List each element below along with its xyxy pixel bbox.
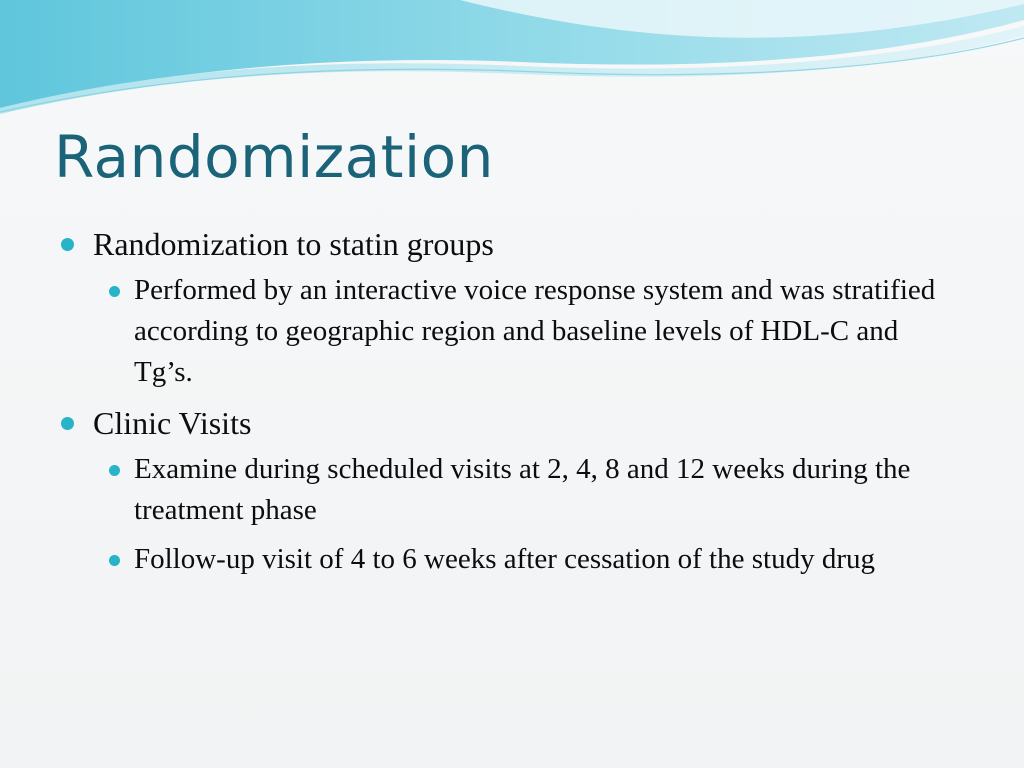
header-wave-decoration [0,0,1024,130]
sub-bullet-icon [109,555,120,566]
sub-bullet-item-follow-up [134,539,960,580]
bullet-icon [61,417,74,430]
sub-bullet-text: Examine during scheduled visits at 2, 4, 8 and 12 weeks during the treatment phase [134,453,911,526]
sub-bullet-icon [109,286,120,297]
sub-bullet-icon [109,465,120,476]
bullet-text: Clinic Visits [93,405,252,441]
sub-bullet-item-ivr [134,270,960,393]
bullet-text: Randomization to statin groups [93,226,494,262]
bullet-item-randomization [60,222,960,266]
sub-bullet-item-scheduled-visits [134,449,960,531]
sub-bullet-text: Performed by an interactive voice response system and was stratified according to geographic region and baseline levels of HDL-C and Tg’s. [134,274,936,388]
bullet-item-clinic-visits [60,401,960,445]
slide-title: Randomization [54,123,494,191]
bullet-icon [61,238,74,251]
sub-bullet-text: Follow-up visit of 4 to 6 weeks after cessation of the study drug [134,543,875,575]
bullet-list [60,222,960,588]
